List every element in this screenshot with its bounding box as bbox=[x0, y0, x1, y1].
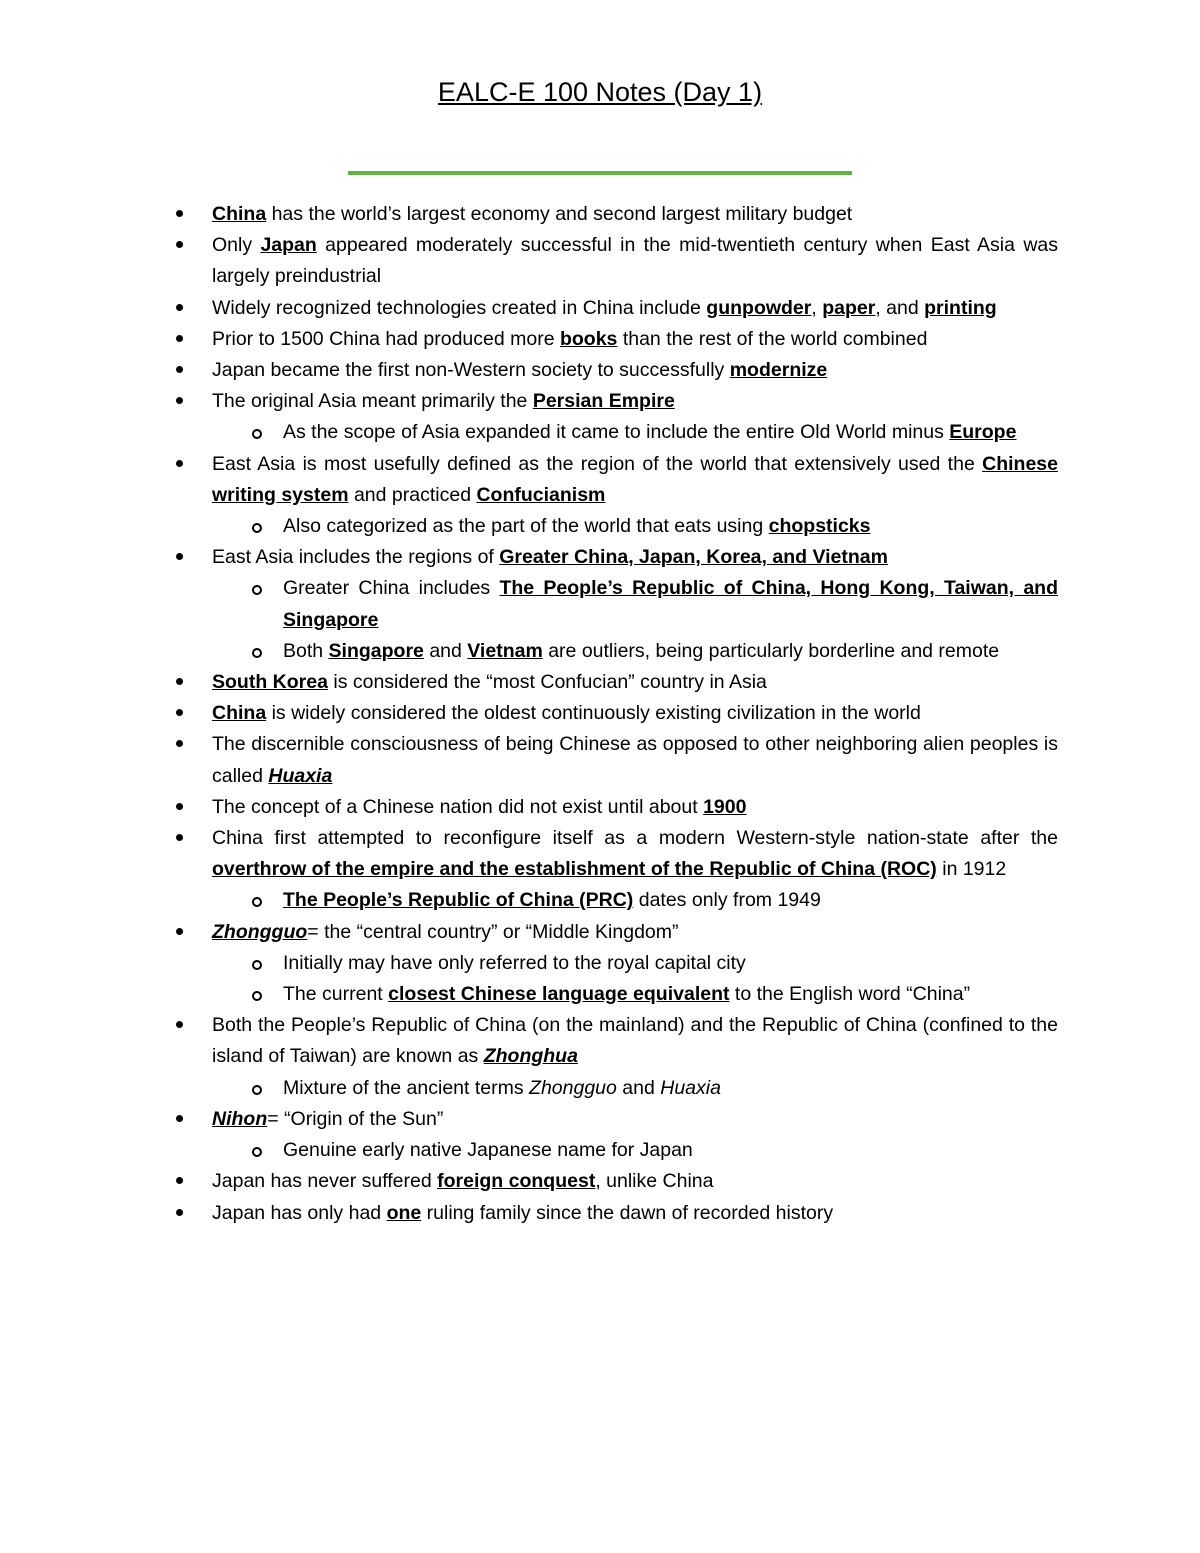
bullet-item bbox=[212, 230, 1058, 292]
note-text: and practiced bbox=[348, 483, 477, 506]
circle-bullet-icon bbox=[252, 429, 262, 439]
note-text: The discernible consciousness of being Chinese as opposed to other neighboring alien peoples is called bbox=[212, 733, 1058, 787]
note-text: has the world’s largest economy and second largest military budget bbox=[266, 203, 853, 225]
note-text: The current bbox=[283, 983, 389, 1006]
bullet-item bbox=[212, 542, 1058, 573]
bullet-icon bbox=[176, 928, 183, 935]
bullet-icon bbox=[176, 678, 183, 685]
key-term: China bbox=[212, 203, 267, 225]
circle-bullet-icon bbox=[252, 648, 262, 658]
note-text: Both the People’s Republic of China (on the mainland) and the Republic of China (confined to the island of Taiwan) are known as bbox=[212, 1014, 1058, 1068]
circle-bullet-icon bbox=[252, 1085, 262, 1095]
bullet-item bbox=[212, 449, 1058, 511]
key-term: closest Chinese language equivalent bbox=[388, 983, 730, 1006]
bullet-icon bbox=[176, 553, 183, 560]
key-term: gunpowder bbox=[706, 296, 812, 319]
bullet-icon bbox=[176, 335, 183, 342]
key-term: foreign conquest bbox=[437, 1170, 596, 1193]
key-term: Zhongguo bbox=[212, 920, 308, 943]
bullet-icon bbox=[176, 803, 183, 810]
bullet-icon bbox=[176, 460, 183, 467]
bullet-icon bbox=[176, 740, 183, 747]
note-text: Both bbox=[283, 639, 329, 662]
note-text: Genuine early native Japanese name for Japan bbox=[283, 1139, 693, 1162]
key-term: China bbox=[212, 702, 267, 725]
key-term: Japan bbox=[260, 234, 317, 257]
circle-bullet-icon bbox=[252, 991, 262, 1001]
page-title: EALC-E 100 Notes (Day 1) bbox=[437, 77, 763, 107]
note-text: Greater China includes bbox=[283, 577, 500, 600]
key-term: paper bbox=[822, 296, 876, 319]
sub-bullet-item bbox=[283, 1073, 1058, 1104]
bullet-icon bbox=[176, 1209, 183, 1216]
sub-bullet-item bbox=[283, 573, 1058, 635]
note-text: dates only from 1949 bbox=[633, 889, 821, 912]
note-text: The original Asia meant primarily the bbox=[212, 390, 533, 413]
note-text: to the English word “China” bbox=[729, 983, 971, 1006]
bullet-icon bbox=[176, 1177, 183, 1184]
bullet-item bbox=[212, 199, 1058, 230]
note-text: Also categorized as the part of the world that eats using bbox=[283, 515, 769, 538]
key-term: Greater China, Japan, Korea, and Vietnam bbox=[499, 546, 888, 569]
note-text: and bbox=[616, 1076, 661, 1099]
bullet-item bbox=[212, 386, 1058, 417]
sub-bullet-item bbox=[283, 979, 1058, 1010]
note-text: Widely recognized technologies created in China include bbox=[212, 296, 707, 319]
bullet-item bbox=[212, 1166, 1058, 1197]
bullet-item bbox=[212, 729, 1058, 791]
key-term: Nihon bbox=[212, 1107, 268, 1130]
note-text: = “Origin of the Sun” bbox=[267, 1107, 444, 1130]
key-term: South Korea bbox=[212, 671, 328, 694]
bullet-item bbox=[212, 1010, 1058, 1072]
italic-term: Zhongguo bbox=[529, 1076, 617, 1099]
bullet-item bbox=[212, 1198, 1058, 1229]
note-text: is widely considered the oldest continuously existing civilization in the world bbox=[266, 702, 921, 725]
note-text: Prior to 1500 China had produced more bbox=[212, 327, 560, 350]
note-text: are outliers, being particularly borderline and remote bbox=[542, 639, 1000, 662]
key-term: Confucianism bbox=[476, 483, 606, 506]
bullet-item bbox=[212, 667, 1058, 698]
key-term: Singapore bbox=[328, 639, 424, 662]
key-term: chopsticks bbox=[768, 515, 871, 538]
sub-bullet-item bbox=[283, 948, 1058, 979]
note-text: , bbox=[811, 296, 823, 319]
sub-bullet-item bbox=[283, 885, 1058, 916]
note-text: Japan has never suffered bbox=[212, 1170, 438, 1193]
note-text: Initially may have only referred to the royal capital city bbox=[283, 951, 746, 974]
key-term: 1900 bbox=[703, 795, 747, 818]
bullet-icon bbox=[176, 304, 183, 311]
bullet-item bbox=[212, 823, 1058, 885]
bullet-item bbox=[212, 792, 1058, 823]
circle-bullet-icon bbox=[252, 960, 262, 970]
bullet-item bbox=[212, 1104, 1058, 1135]
circle-bullet-icon bbox=[252, 523, 262, 533]
bullet-icon bbox=[176, 241, 183, 248]
note-text: Mixture of the ancient terms bbox=[283, 1076, 530, 1099]
note-text: East Asia includes the regions of bbox=[212, 546, 500, 569]
key-term: Zhonghua bbox=[483, 1045, 578, 1068]
note-text: ruling family since the dawn of recorded history bbox=[421, 1201, 834, 1224]
sub-bullet-item bbox=[283, 1135, 1058, 1166]
italic-term: Huaxia bbox=[660, 1076, 721, 1099]
note-text: Japan has only had bbox=[212, 1201, 387, 1224]
note-text: The concept of a Chinese nation did not exist until about bbox=[212, 795, 704, 818]
bullet-icon bbox=[176, 397, 183, 404]
bullet-item bbox=[212, 917, 1058, 948]
circle-bullet-icon bbox=[252, 1147, 262, 1157]
key-term: modernize bbox=[729, 359, 828, 382]
key-term: Vietnam bbox=[467, 639, 543, 662]
circle-bullet-icon bbox=[252, 585, 262, 595]
bullet-icon bbox=[176, 366, 183, 373]
note-text: East Asia is most usefully defined as the region of the world that extensively used the bbox=[212, 452, 983, 475]
title-divider bbox=[348, 171, 852, 175]
bullet-icon bbox=[176, 834, 183, 841]
bullet-icon bbox=[176, 210, 183, 217]
key-term: The People’s Republic of China (PRC) bbox=[283, 889, 634, 912]
bullet-icon bbox=[176, 709, 183, 716]
note-text: and bbox=[423, 639, 468, 662]
bullet-item bbox=[212, 293, 1058, 324]
bullet-item bbox=[212, 324, 1058, 355]
note-text: appeared moderately successful in the mid-twentieth century when East Asia was largely preindustrial bbox=[212, 234, 1058, 288]
key-term: Chinese writing system bbox=[212, 452, 1058, 506]
bullet-item bbox=[212, 355, 1058, 386]
notes-list bbox=[0, 199, 1200, 1229]
note-text: Japan became the first non-Western society to successfully bbox=[212, 359, 730, 382]
note-text: , unlike China bbox=[595, 1170, 714, 1193]
note-text: As the scope of Asia expanded it came to include the entire Old World minus bbox=[283, 421, 950, 444]
bullet-icon bbox=[176, 1115, 183, 1122]
bullet-item bbox=[212, 698, 1058, 729]
key-term: overthrow of the empire and the establishment of the Republic of China (ROC) bbox=[212, 858, 937, 881]
key-term: books bbox=[559, 327, 618, 350]
sub-bullet-item bbox=[283, 417, 1058, 448]
note-text: , and bbox=[875, 296, 925, 319]
note-text: China first attempted to reconfigure itself as a modern Western-style nation-state after the bbox=[212, 827, 1058, 850]
note-text: Only bbox=[212, 234, 261, 257]
key-term: Huaxia bbox=[268, 764, 333, 787]
key-term: one bbox=[386, 1201, 422, 1224]
note-text: is considered the “most Confucian” country in Asia bbox=[327, 671, 767, 694]
key-term: Persian Empire bbox=[532, 390, 675, 413]
sub-bullet-item bbox=[283, 636, 1058, 667]
sub-bullet-item bbox=[283, 511, 1058, 542]
key-term: printing bbox=[924, 296, 997, 319]
key-term: Europe bbox=[949, 421, 1017, 444]
note-text: in 1912 bbox=[936, 858, 1007, 881]
key-term: The People’s Republic of China, Hong Kong, Taiwan, and Singapore bbox=[283, 577, 1059, 631]
note-text: = the “central country” or “Middle Kingdom” bbox=[307, 920, 679, 943]
note-text: than the rest of the world combined bbox=[617, 327, 928, 350]
circle-bullet-icon bbox=[252, 897, 262, 907]
bullet-icon bbox=[176, 1021, 183, 1028]
